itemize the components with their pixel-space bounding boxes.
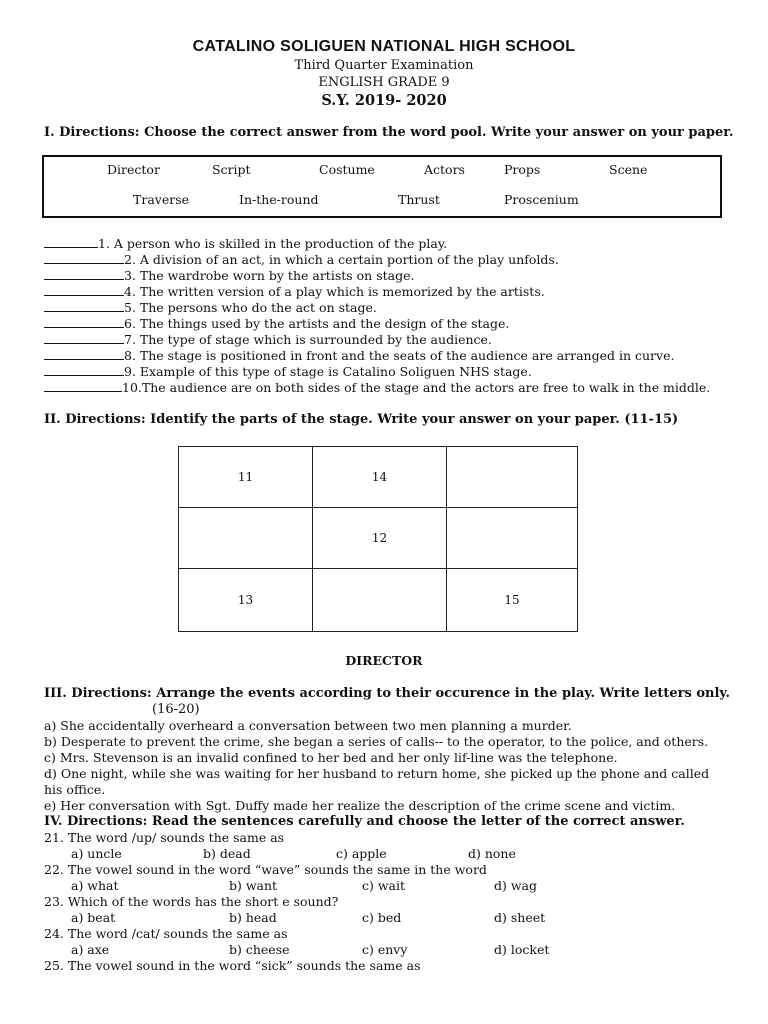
list-item: 3. The wardrobe worn by the artists on stage. [44, 268, 414, 283]
stage-cell: 13 [179, 569, 313, 632]
question: 25. The vowel sound in the word “sick” sounds the same as [44, 958, 421, 973]
choice[interactable]: b) want [229, 878, 278, 893]
list-item: b) Desperate to prevent the crime, she began a series of calls-- to the operator, to the police, and others. [44, 734, 709, 749]
stage-cell: 15 [447, 569, 578, 632]
choice[interactable]: d) none [468, 846, 516, 861]
list-item: 8. The stage is positioned in front and the seats of the audience are arranged in curve. [44, 348, 674, 363]
answer-blank[interactable] [44, 253, 124, 264]
word-pool-item: Director [107, 162, 160, 177]
answer-blank[interactable] [44, 365, 124, 376]
question: 22. The vowel sound in the word “wave” sounds the same in the word [44, 862, 487, 877]
word-pool-item: Props [504, 162, 541, 177]
choice[interactable]: a) beat [71, 910, 116, 925]
list-item: his office. [44, 782, 106, 797]
list-item: 2. A division of an act, in which a certain portion of the play unfolds. [44, 252, 559, 267]
part3-range: (16-20) [152, 702, 200, 717]
choice[interactable]: d) sheet [494, 910, 546, 925]
list-item: 7. The type of stage which is surrounded by the audience. [44, 332, 492, 347]
choice[interactable]: c) apple [336, 846, 387, 861]
answer-blank[interactable] [44, 317, 124, 328]
word-pool-item: In-the-round [239, 192, 319, 207]
choice[interactable]: a) uncle [71, 846, 122, 861]
answer-blank[interactable] [44, 333, 124, 344]
list-item: c) Mrs. Stevenson is an invalid confined to her bed and her only lif-line was the telephone. [44, 750, 618, 765]
list-item: 5. The persons who do the act on stage. [44, 300, 377, 315]
question: 21. The word /up/ sounds the same as [44, 830, 285, 845]
list-item: 6. The things used by the artists and the design of the stage. [44, 316, 509, 331]
stage-cell [447, 447, 578, 508]
answer-blank[interactable] [44, 301, 124, 312]
answer-blank[interactable] [44, 381, 122, 392]
question: 23. Which of the words has the short e sound? [44, 894, 339, 909]
word-pool-item: Actors [424, 162, 465, 177]
choice[interactable]: a) axe [71, 942, 110, 957]
school-year: S.Y. 2019- 2020 [321, 92, 447, 109]
choice[interactable]: d) locket [494, 942, 550, 957]
stage-caption: DIRECTOR [345, 653, 423, 668]
word-pool-item: Costume [319, 162, 375, 177]
part2-directions: II. Directions: Identify the parts of the stage. Write your answer on your paper. (11-15) [44, 412, 679, 427]
choice[interactable]: b) cheese [229, 942, 290, 957]
answer-blank[interactable] [44, 269, 124, 280]
part1-directions: I. Directions: Choose the correct answer from the word pool. Write your answer on your paper. [44, 125, 734, 140]
stage-cell [447, 508, 578, 569]
list-item: e) Her conversation with Sgt. Duffy made her realize the description of the crime scene and victim. [44, 798, 676, 813]
choice[interactable]: c) wait [362, 878, 406, 893]
answer-blank[interactable] [44, 349, 124, 360]
list-item: 9. Example of this type of stage is Catalino Soliguen NHS stage. [44, 364, 532, 379]
word-pool-box [42, 155, 722, 218]
stage-cell: 14 [313, 447, 447, 508]
word-pool-item: Script [212, 162, 251, 177]
word-pool-item: Proscenium [504, 192, 579, 207]
stage-cell: 11 [179, 447, 313, 508]
list-item: 4. The written version of a play which is memorized by the artists. [44, 284, 545, 299]
school-name: CATALINO SOLIGUEN NATIONAL HIGH SCHOOL [192, 38, 576, 55]
word-pool-item: Traverse [133, 192, 190, 207]
word-pool-item: Scene [609, 162, 648, 177]
list-item: 1. A person who is skilled in the production of the play. [44, 236, 447, 251]
choice[interactable]: d) wag [494, 878, 538, 893]
choice[interactable]: b) head [229, 910, 277, 925]
answer-blank[interactable] [44, 285, 124, 296]
question: 24. The word /cat/ sounds the same as [44, 926, 288, 941]
stage-diagram [178, 446, 578, 632]
stage-cell: 12 [313, 508, 447, 569]
list-item: d) One night, while she was waiting for her husband to return home, she picked up the phone and called [44, 766, 710, 781]
list-item: a) She accidentally overheard a conversation between two men planning a murder. [44, 718, 572, 733]
stage-cell [313, 569, 447, 632]
choice[interactable]: a) what [71, 878, 119, 893]
list-item: 10.The audience are on both sides of the stage and the actors are free to walk in the middle. [44, 380, 710, 395]
answer-blank[interactable] [44, 237, 98, 248]
choice[interactable]: c) bed [362, 910, 402, 925]
word-pool-item: Thrust [398, 192, 440, 207]
part4-directions: IV. Directions: Read the sentences carefully and choose the letter of the correct answer. [44, 814, 685, 829]
choice[interactable]: c) envy [362, 942, 408, 957]
exam-title: Third Quarter Examination [294, 58, 474, 73]
subject-title: ENGLISH GRADE 9 [318, 75, 450, 90]
choice[interactable]: b) dead [203, 846, 251, 861]
stage-cell [179, 508, 313, 569]
part3-directions: III. Directions: Arrange the events according to their occurence in the play. Write letters only. [44, 686, 730, 701]
